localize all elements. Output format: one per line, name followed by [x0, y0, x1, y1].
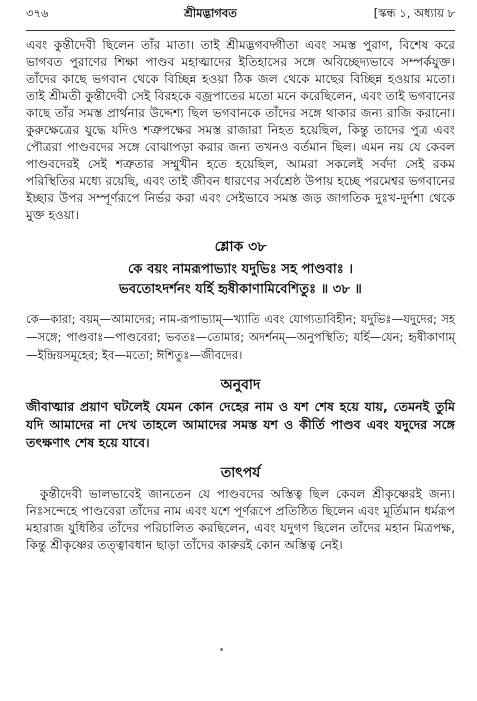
purport-text: কুন্তীদেবী ভালভাবেই জানতেন যে পাণ্ডবদের অস্তিত্ব ছিল কেবল শ্রীকৃষ্ণেরই জন্য। নিঃসন্দেহে পাণ্ডবেরা তাঁদের নাম এবং যশে পূর্ণরূপে প্রতিষ্ঠিত ছিলেন এবং মূর্তিমান ধর্মরূপ মহারাজ যুধিষ্ঠির তাঁদের পরিচালিত করছিলেন, এবং যদুগণ ছিলেন তাঁদের মহান মিত্রপক্ষ, কিন্তু শ্রীকৃষ্ণের তত্ত্বাবধান ছাড়া তাঁদের কারুরই কোন অস্তিত্ব নেই।: [26, 487, 455, 552]
book-title: শ্রীমদ্ভাগবত: [184, 6, 237, 20]
running-header: [26, 0, 455, 28]
header-rule: [26, 30, 455, 31]
verse-title: শ্লোক ৩৮: [214, 239, 267, 255]
word-for-word-synonyms: কে—কারা; বয়ম্—আমাদের; নাম-রূপাভ্যাম্—খ্যাতি এবং যোগ্যতাবিহীন; যদুভিঃ—যদুদের; সহ—সঙ্গে; পাণ্ডবাঃ—পাণ্ডবেরা; ভবতঃ—তোমার; অদর্শনম্—অনুপস্থিতি; যর্হি—যেন; হৃষীকাণাম্—ইন্দ্রিয়সমূহের; ইব—মতো; ঈশিতুঃ—জীবদের।: [26, 312, 455, 362]
purport-title: তাৎপর্য: [220, 465, 261, 481]
page-mark: [220, 648, 223, 651]
verse-line-2: ভবতোঽদর্শনং যর্হি হৃষীকাণামিবেশিতুঃ ॥ ৩৮ ॥: [119, 282, 362, 297]
chapter-reference: [স্কন্ধ ১, অধ্যায় ৮: [373, 6, 455, 20]
page-number: ৩৭৬: [26, 6, 49, 20]
translation-text: জীবাত্মার প্রয়াণ ঘটলেই যেমন কোন দেহের নাম ও যশ শেষ হয়ে যায়, তেমনই তুমি যদি আমাদের না দেখ তাহলে আমাদের সমস্ত যশ ও কীর্তি পাণ্ডব এবং যদুদের সঙ্গে তৎক্ষণাৎ শেষ হয়ে যাবে।: [26, 399, 455, 450]
verse-line-1: কে বয়ং নামরূপাভ্যাং যদুভিঃ সহ পাণ্ডবাঃ ।: [127, 262, 354, 277]
body-paragraph: এবং কুন্তীদেবী ছিলেন তাঁর মাতা। তাই শ্রীমদ্ভগবদ্গীতা এবং সমস্ত পুরাণ, বিশেষ করে ভাগবত পুরাণের শিক্ষা পাণ্ডব মহাত্মাদের ইতিহাসের সঙ্গে অবিচ্ছেদ্যভাবে সম্পর্কযুক্ত। তাঁদের কাছে ভগবান থেকে বিচ্ছিন্ন হওয়া ঠিক জল থেকে মাছের বিচ্ছিন্ন হওয়ার মতো। তাই শ্রীমতী কুন্তীদেবী সেই বিরহকে বজ্রপাতের মতো মনে করেছিলেন, এবং তাই ভগবানের কাছে তাঁর সমস্ত প্রার্থনার উদ্দেশ্য ছিল ভগবানকে তাঁদের সঙ্গে থাকার জন্য রাজি করানো। কুরুক্ষেত্রের যুদ্ধে যদিও শত্রুপক্ষের সমস্ত রাজারা নিহত হয়েছিল, কিন্তু তাদের পুত্র এবং পৌত্ররা পাণ্ডবদের সঙ্গে বোঝাপড়া করার জন্য তখনও বর্তমান ছিল। এমন নয় যে কেবল পাণ্ডবদেরই সেই শত্রুতার সম্মুখীন হতে হয়েছিল, আমরা সকলেই সর্বদা সেই রকম পরিস্থিতির মধ্যে রয়েছি, এবং তাই জীবন ধারণের সর্বশ্রেষ্ঠ উপায় হচ্ছে পরমেশ্বর ভগবানের ইচ্ছার উপর সম্পূর্ণরূপে নির্ভর করা এবং সেইভাবে সমস্ত জড় জাগতিক দুঃখ-দুর্দশা থেকে মুক্ত হওয়া।: [26, 38, 455, 222]
verse-block: [26, 260, 455, 300]
translation-title: অনুবাদ: [220, 377, 261, 393]
